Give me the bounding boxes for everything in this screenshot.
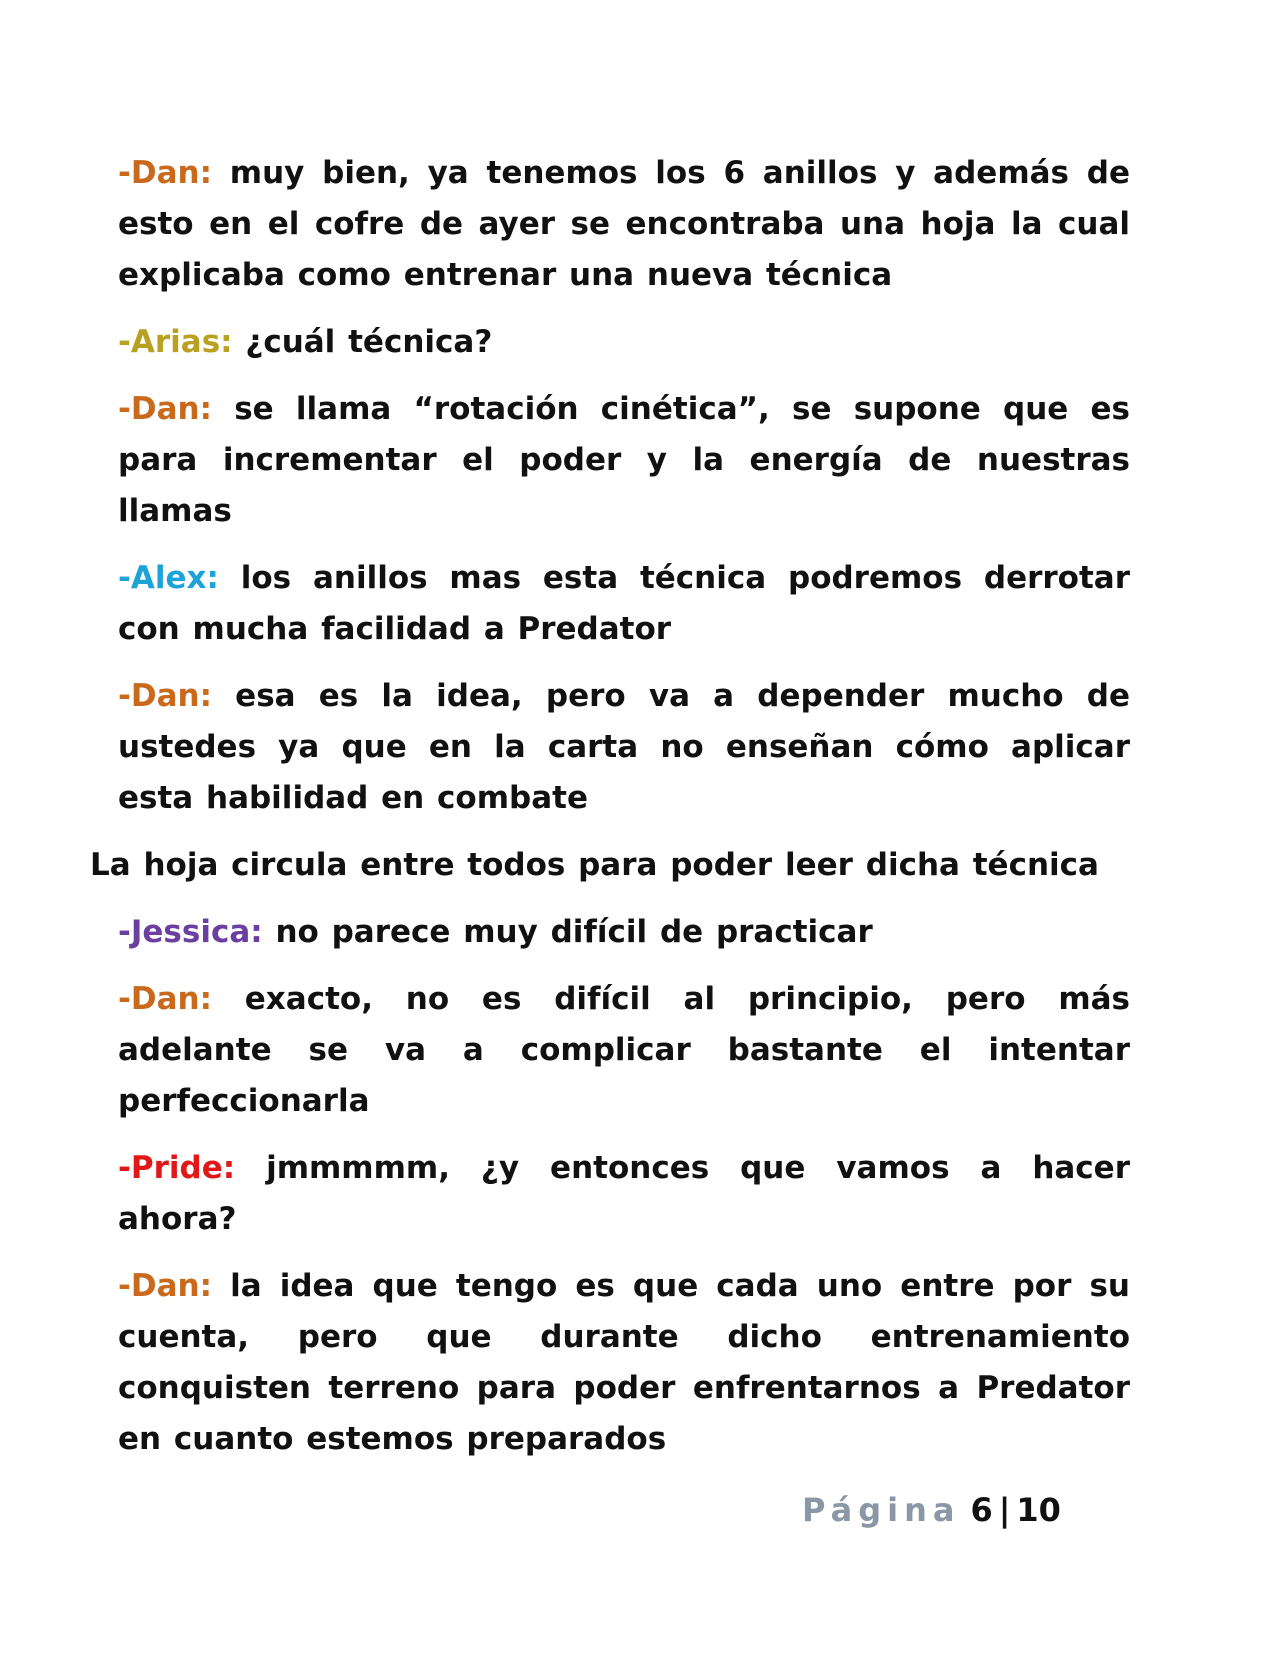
speaker-label: -Alex: [118,560,219,596]
speaker-label: -Dan: [118,1268,212,1304]
dialogue-line [118,317,1130,368]
dialogue-text: la idea que tengo es que cada uno entre por su cuenta, pero que durante dicho entrenamiento conquisten terreno para poder enfrentarnos a Predator en cuanto estemos preparados [118,1268,1130,1457]
page-separator: | [998,1491,1011,1529]
speaker-label: -Dan: [118,155,212,191]
speaker-label: -Dan: [118,391,212,427]
speaker-label: -Pride: [118,1150,236,1186]
dialogue-text: ¿cuál técnica? [232,324,493,360]
dialogue-text: exacto, no es difícil al principio, pero más adelante se va a complicar bastante el intentar perfeccionarla [118,981,1130,1119]
narration-line: La hoja circula entre todos para poder leer dicha técnica [90,847,1099,883]
dialogue-text: jmmmmm, ¿y entonces que vamos a hacer ahora? [118,1150,1130,1237]
page-current: 6 [970,1491,993,1529]
page-footer [802,1490,1061,1530]
page-label: Página [802,1491,961,1529]
speaker-label: -Dan: [118,678,212,714]
dialogue-text: muy bien, ya tenemos los 6 anillos y además de esto en el cofre de ayer se encontraba una hoja la cual explicaba como entrenar una nueva técnica [118,155,1130,293]
dialogue-line [118,148,1130,301]
dialogue-text: se llama “rotación cinética”, se supone que es para incrementar el poder y la energía de nuestras llamas [118,391,1130,529]
page-total: 10 [1016,1491,1061,1529]
dialogue-line [118,384,1130,537]
dialogue-line [118,1143,1130,1245]
dialogue-line [118,974,1130,1127]
dialogue-line [118,1261,1130,1465]
dialogue-body [90,148,1130,1481]
dialogue-text: los anillos mas esta técnica podremos derrotar con mucha facilidad a Predator [118,560,1130,647]
speaker-label: -Dan: [118,981,212,1017]
dialogue-line [118,671,1130,824]
dialogue-line [118,907,1130,958]
speaker-label: -Jessica: [118,914,263,950]
dialogue-text: esa es la idea, pero va a depender mucho de ustedes ya que en la carta no enseñan cómo aplicar esta habilidad en combate [118,678,1130,816]
speaker-label: -Arias: [118,324,233,360]
dialogue-line [118,553,1130,655]
dialogue-text: no parece muy difícil de practicar [262,914,873,950]
